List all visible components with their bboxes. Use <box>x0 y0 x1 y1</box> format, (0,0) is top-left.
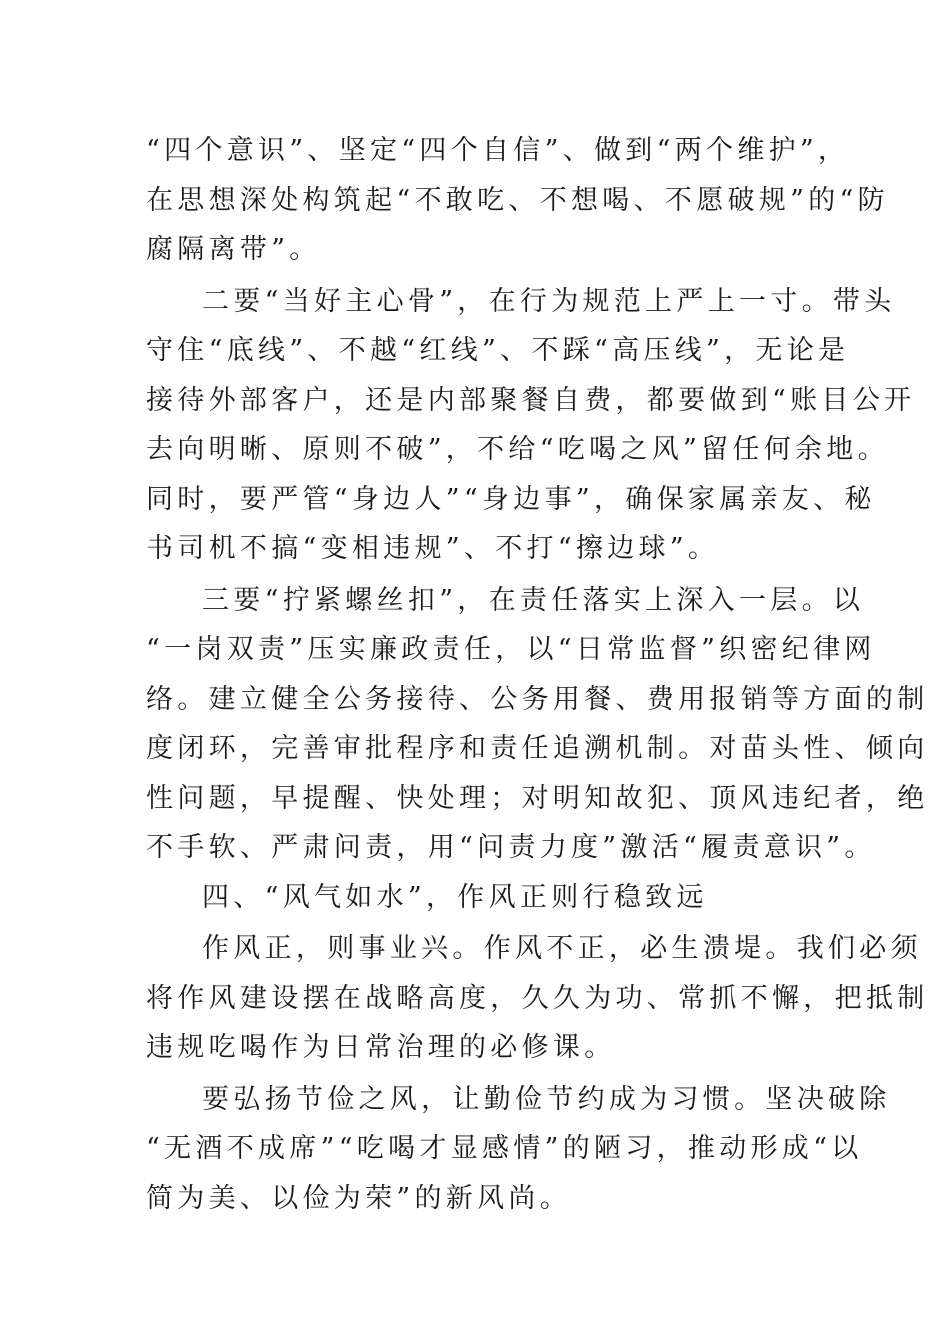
text-line: 守住“底线”、不越“红线”、不踩“高压线”，无论是 <box>146 335 850 366</box>
text-line: “无酒不成席”“吃喝才显感情”的陋习，推动形成“以 <box>146 1133 863 1164</box>
text-line: 同时，要严管“身边人”“身边事”，确保家属亲友、秘 <box>146 483 876 515</box>
text-line: 腐隔离带”。 <box>146 234 321 265</box>
document-body <box>146 126 929 1223</box>
paragraph-start-line: 二要“当好主心骨”，在行为规范上严上一寸。带头 <box>202 285 896 317</box>
text-line: 在思想深处构筑起“不敢吃、不想喝、不愿破规”的“防 <box>146 184 889 216</box>
paragraph-start-line: 三要“拧紧螺丝扣”，在责任落实上深入一层。以 <box>202 584 865 616</box>
text-line: “一岗双责”压实廉政责任，以“日常监督”织密纪律网 <box>146 634 876 665</box>
text-line: 性问题，早提醒、快处理；对明知故犯、顶风违纪者，绝 <box>146 782 929 814</box>
section-heading: 四、“风气如水”，作风正则行稳致远 <box>202 881 708 913</box>
paragraph-start-line: 要弘扬节俭之风，让勤俭节约成为习惯。坚决破除 <box>202 1083 891 1115</box>
text-line: 将作风建设摆在战略高度，久久为功、常抓不懈，把抵制 <box>146 982 929 1014</box>
text-line: 违规吃喝作为日常治理的必修课。 <box>146 1032 616 1063</box>
text-line: “四个意识”、坚定“四个自信”、做到“两个维护”， <box>146 135 850 166</box>
text-line: 去向明晰、原则不破”，不给“吃喝之风”留任何余地。 <box>146 434 889 465</box>
text-line: 简为美、以俭为荣”的新风尚。 <box>146 1182 572 1214</box>
text-line: 络。建立健全公务接待、公务用餐、费用报销等方面的制 <box>146 683 929 715</box>
text-line: 书司机不搞“变相违规”、不打“擦边球”。 <box>146 533 720 564</box>
text-line: 度闭环，完善审批程序和责任追溯机制。对苗头性、倾向 <box>146 733 929 764</box>
text-line: 接待外部客户，还是内部聚餐自费，都要做到“账目公开 <box>146 384 916 416</box>
paragraph-start-line: 作风正，则事业兴。作风不正，必生溃堤。我们必须 <box>202 933 922 964</box>
text-line: 不手软、严肃问责，用“问责力度”激活“履责意识”。 <box>146 832 876 863</box>
